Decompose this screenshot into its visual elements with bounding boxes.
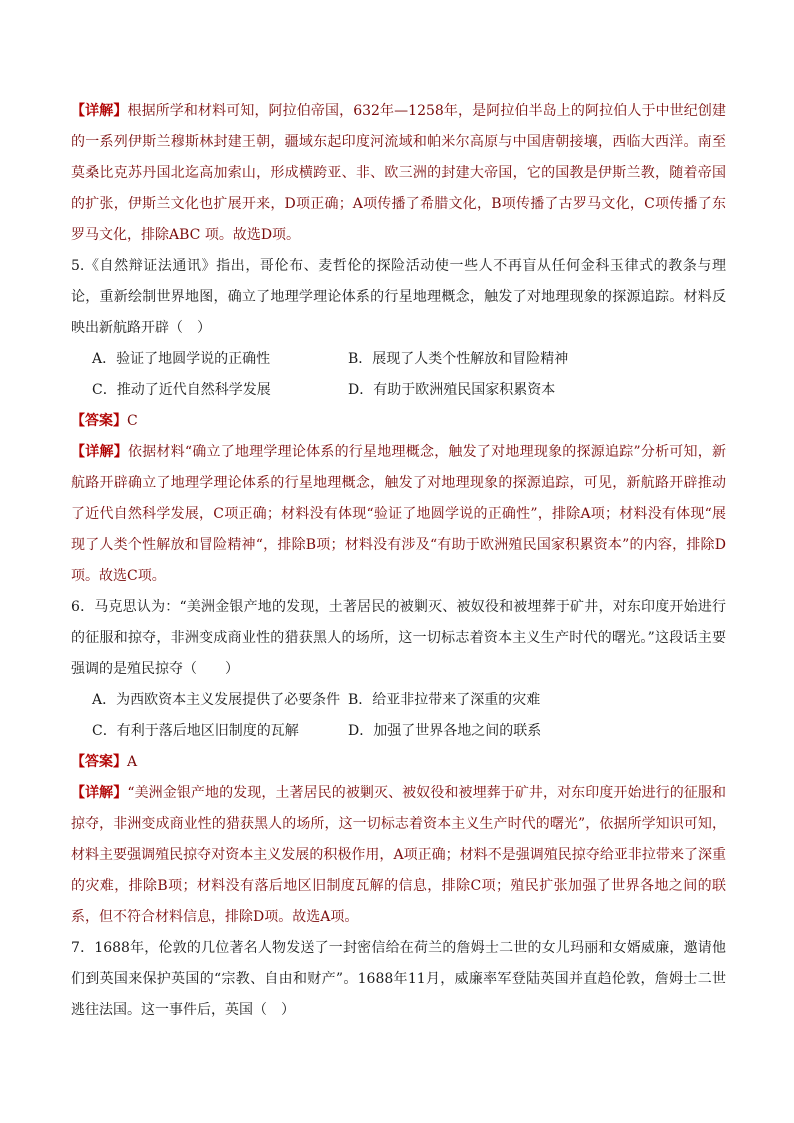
- q5-answer-value: C: [127, 413, 138, 429]
- q5-option-d: D．有助于欧洲殖民国家积累资本: [348, 382, 556, 398]
- q5-options: [71, 344, 726, 406]
- answer-tag: 【答案】: [71, 754, 127, 770]
- q4-detail: [71, 96, 726, 251]
- answer-tag: 【答案】: [71, 413, 127, 429]
- q6-answer-value: A: [127, 754, 138, 770]
- q5-detail-text: 依据材料“确立了地理学理论体系的行星地理概念，触发了对地理现象的探源追踪”分析可知，新航路开辟确立了地理学理论体系的行星地理概念，触发了对地理现象的探源追踪，可见，新航路开辟推动了近代自然科学发展，C项正确；材料没有体现“验证了地圆学说的正确性”，排除A项；材料没有体现“展现了人类个性解放和冒险精神“，排除B项；材料没有涉及“有助于欧洲殖民国家积累资本”的内容，排除D项。故选C项。: [71, 444, 727, 584]
- detail-tag: 【详解】: [71, 444, 128, 460]
- q5-stem: 5.《自然辩证法通讯》指出，哥伦布、麦哲伦的探险活动使一些人不再盲从任何金科玉律式的教条与理论，重新绘制世界地图，确立了地理学理论体系的行星地理概念，触发了对地理现象的探源追踪。材料反映出新航路开辟（ ）: [71, 258, 726, 336]
- q6-options: [71, 685, 726, 747]
- q6-stem: 6．马克思认为：“美洲金银产地的发现，土著居民的被剿灭、被奴役和被埋葬于矿井，对东印度开始进行的征服和掠夺，非洲变成商业性的猎获黑人的场所，这一切标志着资本主义生产时代的曙光。”这段话主要强调的是殖民掠夺（ ）: [71, 599, 726, 677]
- q5-option-c: C．推动了近代自然科学发展: [92, 382, 271, 398]
- q5-option-a: A．验证了地圆学说的正确性: [92, 351, 271, 367]
- detail-tag: 【详解】: [71, 103, 128, 119]
- q6-option-c: C．有利于落后地区旧制度的瓦解: [92, 723, 299, 739]
- q5-option-b: B．展现了人类个性解放和冒险精神: [348, 351, 569, 367]
- q5-detail: [71, 437, 726, 592]
- q6-answer: [71, 747, 726, 778]
- q6-option-d: D．加强了世界各地之间的联系: [348, 723, 542, 739]
- q6-option-b: B．给亚非拉带来了深重的灾难: [348, 692, 541, 708]
- detail-tag: 【详解】: [71, 785, 128, 801]
- document-page: [71, 96, 726, 1026]
- q6-option-a: A．为西欧资本主义发展提供了必要条件: [92, 692, 341, 708]
- q5-answer: [71, 406, 726, 437]
- q6-detail-text: “美洲金银产地的发现，土著居民的被剿灭、被奴役和被埋葬于矿井，对东印度开始进行的征服和掠夺，非洲变成商业性的猎获黑人的场所，这一切标志着资本主义生产时代的曙光”，依据所学知识可知，材料主要强调殖民掠夺对资本主义发展的积极作用，A项正确；材料不是强调殖民掠夺给亚非拉带来了深重的灾难，排除B项；材料没有落后地区旧制度瓦解的信息，排除C项；殖民扩张加强了世界各地之间的联系，但不符合材料信息，排除D项。故选A项。: [71, 785, 727, 925]
- q6-detail: [71, 778, 726, 933]
- q4-detail-text: 根据所学和材料可知，阿拉伯帝国，632年—1258年，是阿拉伯半岛上的阿拉伯人于中世纪创建的一系列伊斯兰穆斯林封建王朝，疆域东起印度河流域和帕米尔高原与中国唐朝接壤，西临大西洋。南至莫桑比克苏丹国北迄高加索山，形成横跨亚、非、欧三洲的封建大帝国，它的国教是伊斯兰教，随着帝国的扩张，伊斯兰文化也扩展开来，D项正确；A项传播了希腊文化，B项传播了古罗马文化，C项传播了东罗马文化，排除ABC 项。故选D项。: [71, 103, 727, 243]
- q7-stem: 7．1688年，伦敦的几位著名人物发送了一封密信给在荷兰的詹姆士二世的女儿玛丽和女婿威廉，邀请他们到英国来保护英国的“宗教、自由和财产”。1688年11月，威廉率军登陆英国并直趋伦敦，詹姆士二世逃往法国。这一事件后，英国（ ）: [71, 940, 726, 1018]
